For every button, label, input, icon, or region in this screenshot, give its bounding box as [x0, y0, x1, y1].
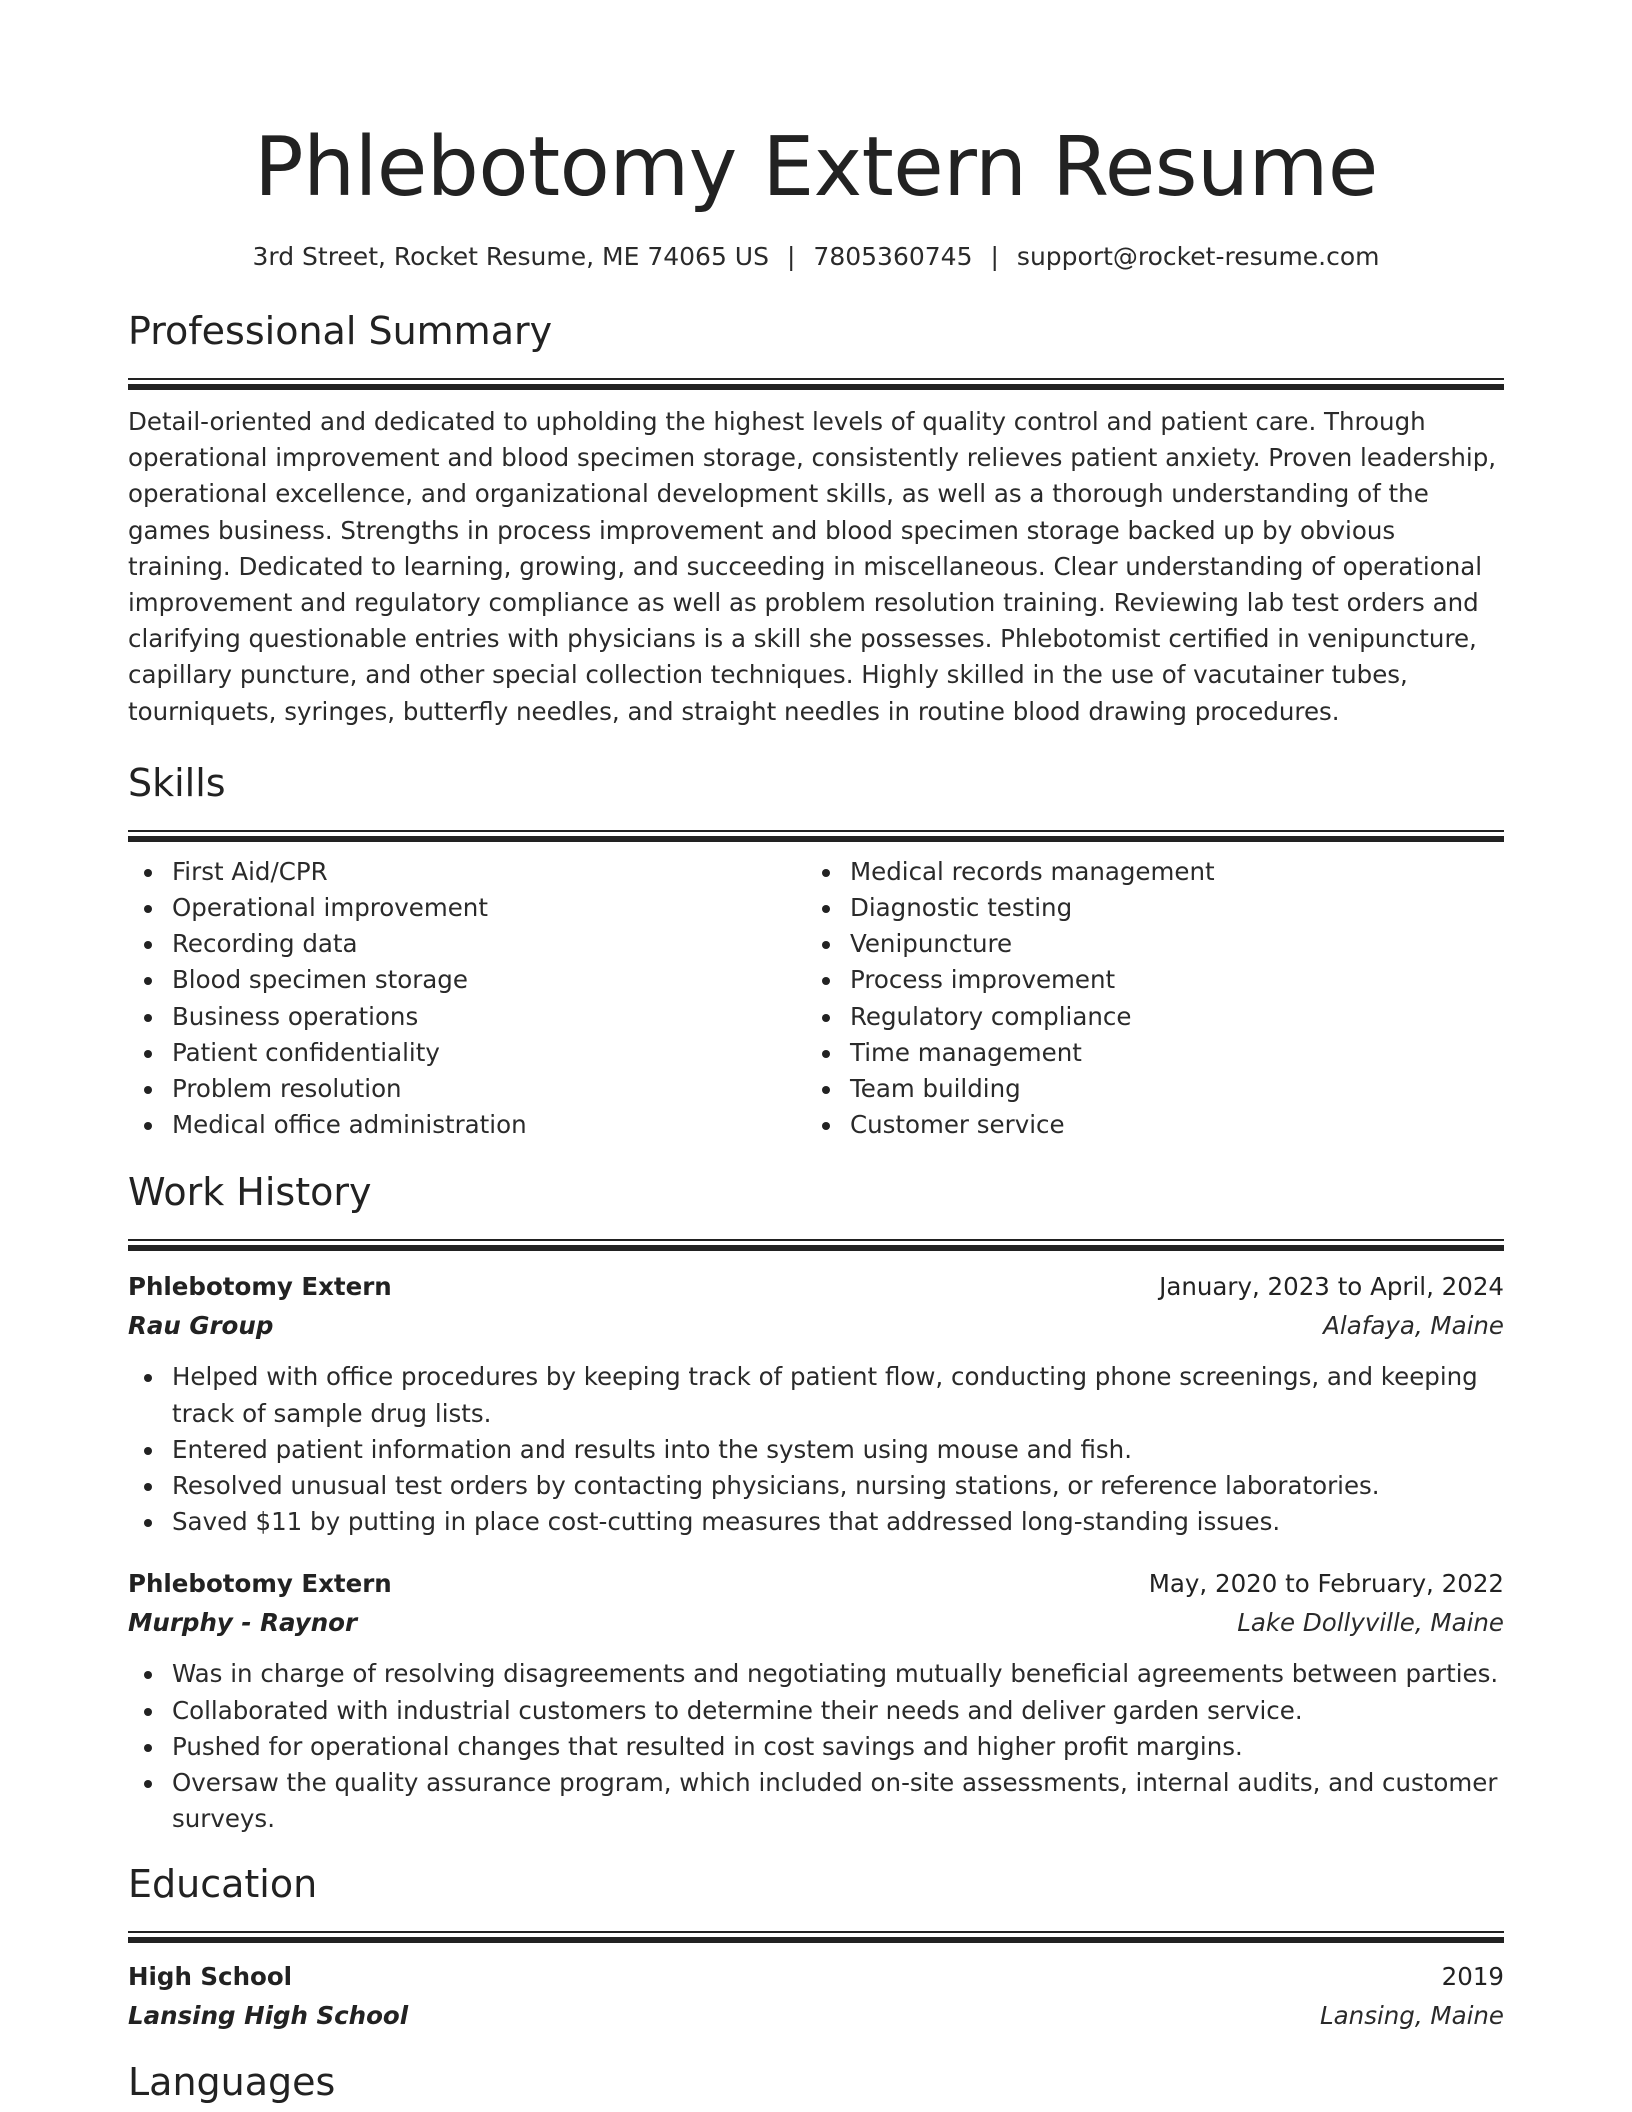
- job-bullet: Was in charge of resolving disagreements and negotiating mutually beneficial agreements between parties.: [172, 1656, 1504, 1692]
- section-heading-summary: Professional Summary: [128, 309, 553, 353]
- job-bullet: Saved $11 by putting in place cost-cutting measures that addressed long-standing issues.: [172, 1504, 1504, 1540]
- skill-item: Team building: [850, 1071, 1504, 1107]
- section-divider: [128, 378, 1504, 388]
- skill-item: Venipuncture: [850, 926, 1504, 962]
- resume-page: [128, 0, 1504, 2107]
- job-title: Phlebotomy Extern: [128, 1272, 392, 1302]
- education-entry: [128, 1957, 1504, 2035]
- skills-section: [128, 758, 1504, 1144]
- section-heading-skills: Skills: [128, 760, 226, 805]
- section-heading-education: Education: [128, 1862, 318, 1907]
- education-year: 2019: [1441, 1962, 1504, 1992]
- education-section: [128, 1859, 1504, 2035]
- job-dates: January, 2023 to April, 2024: [1159, 1272, 1504, 1302]
- work-history-section: [128, 1167, 1504, 1837]
- contact-phone: 7805360745: [813, 242, 973, 271]
- job-subheader-row: [128, 1603, 1504, 1642]
- skill-item: Problem resolution: [172, 1071, 806, 1107]
- education-subheader-row: [128, 1996, 1504, 2035]
- job-bullet: Helped with office procedures by keeping track of patient flow, conducting phone screenings, and keeping track of sample drug lists.: [172, 1359, 1504, 1431]
- job-header-row: [128, 1564, 1504, 1603]
- skills-columns: [128, 854, 1504, 1144]
- skill-item: Recording data: [172, 926, 806, 962]
- section-heading-work-history: Work History: [128, 1170, 372, 1215]
- languages-section: [128, 2057, 1504, 2107]
- skill-item: Diagnostic testing: [850, 890, 1504, 926]
- contact-line: [128, 240, 1504, 274]
- job-header-row: [128, 1267, 1504, 1306]
- skill-item: First Aid/CPR: [172, 854, 806, 890]
- section-divider: [128, 1931, 1504, 1941]
- summary-text: Detail-oriented and dedicated to upholding the highest levels of quality control and patient care. Through operational improvement and blood specimen storage, consistently relieves patient anxiety. Proven leadership, operational excellence, and organizational development skills, as well as a thorough understanding of the games business. Strengths in process improvement and blood specimen storage backed up by obvious training. Dedicated to learning, growing, and succeeding in miscellaneous. Clear understanding of operational improvement and regulatory compliance as well as problem resolution training. Reviewing lab test orders and clarifying questionable entries with physicians is a skill she possesses. Phlebotomist certified in venipuncture, capillary puncture, and other special collection techniques. Highly skilled in the use of vacutainer tubes, tourniquets, syringes, butterfly needles, and straight needles in routine blood drawing procedures.: [128, 407, 1497, 726]
- job-bullet: Entered patient information and results into the system using mouse and fish.: [172, 1432, 1504, 1468]
- job-location: Alafaya, Maine: [1323, 1311, 1504, 1341]
- section-divider: [128, 830, 1504, 840]
- job-location: Lake Dollyville, Maine: [1237, 1608, 1504, 1638]
- job-company: Rau Group: [128, 1311, 274, 1341]
- job-subheader-row: [128, 1306, 1504, 1345]
- section-divider: [128, 1239, 1504, 1249]
- resume-title: Phlebotomy Extern Resume: [254, 120, 1378, 215]
- skill-item: Customer service: [850, 1107, 1504, 1143]
- skill-item: Blood specimen storage: [172, 962, 806, 998]
- job-bullet: Collaborated with industrial customers to determine their needs and deliver garden service.: [172, 1693, 1504, 1729]
- education-header-row: [128, 1957, 1504, 1996]
- skill-item: Patient confidentiality: [172, 1035, 806, 1071]
- skill-item: Operational improvement: [172, 890, 806, 926]
- job-entry: [128, 1267, 1504, 1540]
- skill-item: Process improvement: [850, 962, 1504, 998]
- summary-section: [128, 306, 1504, 730]
- job-bullet: Oversaw the quality assurance program, which included on-site assessments, internal audits, and customer surveys.: [172, 1765, 1504, 1837]
- skill-item: Business operations: [172, 999, 806, 1035]
- contact-separator: |: [990, 242, 999, 271]
- education-location: Lansing, Maine: [1320, 2001, 1504, 2031]
- skill-item: Medical records management: [850, 854, 1504, 890]
- skill-item: Regulatory compliance: [850, 999, 1504, 1035]
- skills-list-left: [128, 854, 806, 1144]
- skill-item: Time management: [850, 1035, 1504, 1071]
- job-bullet: Resolved unusual test orders by contacting physicians, nursing stations, or reference laboratories.: [172, 1468, 1504, 1504]
- education-degree: High School: [128, 1962, 293, 1992]
- skill-item: Medical office administration: [172, 1107, 806, 1143]
- contact-address: 3rd Street, Rocket Resume, ME 74065 US: [252, 242, 769, 271]
- job-title: Phlebotomy Extern: [128, 1569, 392, 1599]
- skills-list-right: [806, 854, 1504, 1144]
- job-dates: May, 2020 to February, 2022: [1148, 1569, 1504, 1599]
- contact-separator: |: [786, 242, 796, 271]
- job-bullets: [128, 1359, 1504, 1540]
- contact-email: support@rocket-resume.com: [1016, 242, 1380, 271]
- job-bullet: Pushed for operational changes that resulted in cost savings and higher profit margins.: [172, 1729, 1504, 1765]
- job-bullets: [128, 1656, 1504, 1837]
- job-company: Murphy - Raynor: [128, 1608, 358, 1638]
- job-entry: [128, 1564, 1504, 1837]
- section-heading-languages: Languages: [128, 2060, 336, 2105]
- education-school: Lansing High School: [128, 2001, 409, 2031]
